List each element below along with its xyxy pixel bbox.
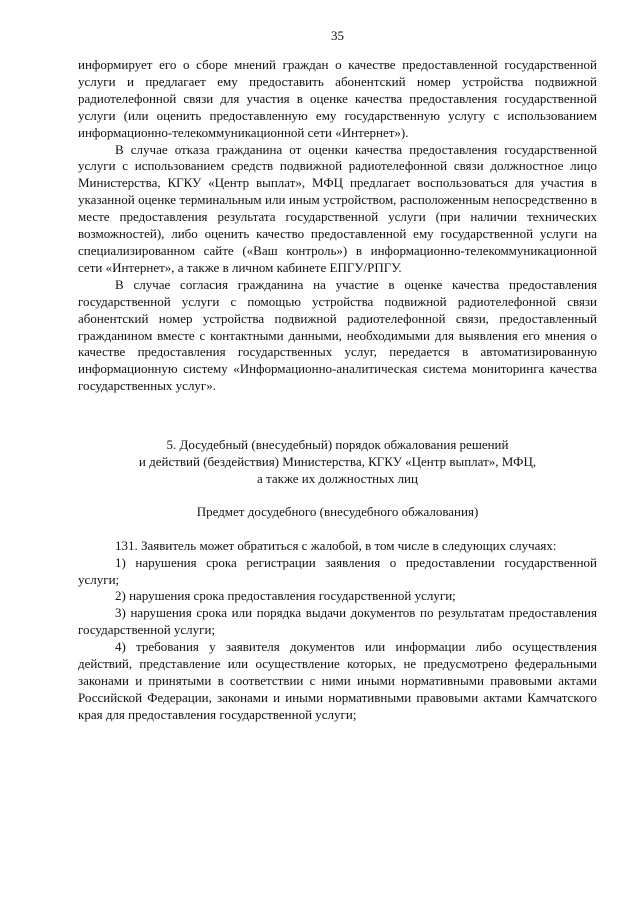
list-item-4: 4) требования у заявителя документов или информации либо осуществления действий, представление или осуществление которых, не предусмотрено федеральными законами и принятыми в соответствии с ними иными нормативными правовыми актами Российской Федерации, законами и иными нормативными правовыми актами Камчатского края для предоставления государственной услуги; [78,639,597,722]
section-title-line-2: и действий (бездействия) Министерства, КГКУ «Центр выплат», МФЦ, [138,454,537,470]
list-item-3: 3) нарушения срока или порядка выдачи документов по результатам предоставления государственной услуги; [78,605,597,638]
list-item-2: 2) нарушения срока предоставления государственной услуги; [115,588,456,604]
section-title-line-3: а также их должностных лиц [257,470,418,486]
paragraph-refusal-case: В случае отказа гражданина от оценки качества предоставления государственной услуги с использованием средств подвижной радиотелефонной связи должностное лицо Министерства, КГКУ «Центр выплат», МФЦ предлагает воспользоваться для участия в указанной оценке терминальным или иным устройством, расположенным непосредственно в месте предоставления результата государственной услуги (при наличии технических возможностей), либо оценить качество предоставленной ему государственной услуги на специализированном сайте («Ваш контроль») в информационно-телекоммуникационной сети «Интернет», а также в личном кабинете ЕПГУ/РПГУ. [78,141,597,275]
page-number: 35 [331,28,344,43]
section-title-line-1: 5. Досудебный (внесудебный) порядок обжалования решений [166,437,509,453]
document-page [78,0,597,724]
subsection-title: Предмет досудебного (внесудебного обжалования) [196,503,479,519]
paragraph-item-131: 131. Заявитель может обратиться с жалобой, в том числе в следующих случаях: [115,537,557,553]
section-title [78,437,597,488]
list-item-1: 1) нарушения срока регистрации заявления о предоставлении государственной услуги; [78,554,597,587]
paragraph-consent-case: В случае согласия гражданина на участие в оценке качества предоставления государственной услуги с помощью устройства подвижной радиотелефонной связи абонентский номер устройства подвижной радиотелефонной связи, предоставленный гражданином вместе с контактными данными, необходимыми для выявления его мнения о качестве предоставления государственных услуг, передается в автоматизированную информационную систему «Информационно-аналитическая система мониторинга качества государственных услуг». [78,276,597,394]
paragraph-continuation: информирует его о сборе мнений граждан о качестве предоставленной государственной услуги и предлагает ему предоставить абонентский номер устройства подвижной радиотелефонной связи для участия в оценке качества предоставления государственной услуги (или оценить предоставленную ему государственную услугу с использованием информационно-телекоммуникационной сети «Интернет»). [78,57,597,140]
